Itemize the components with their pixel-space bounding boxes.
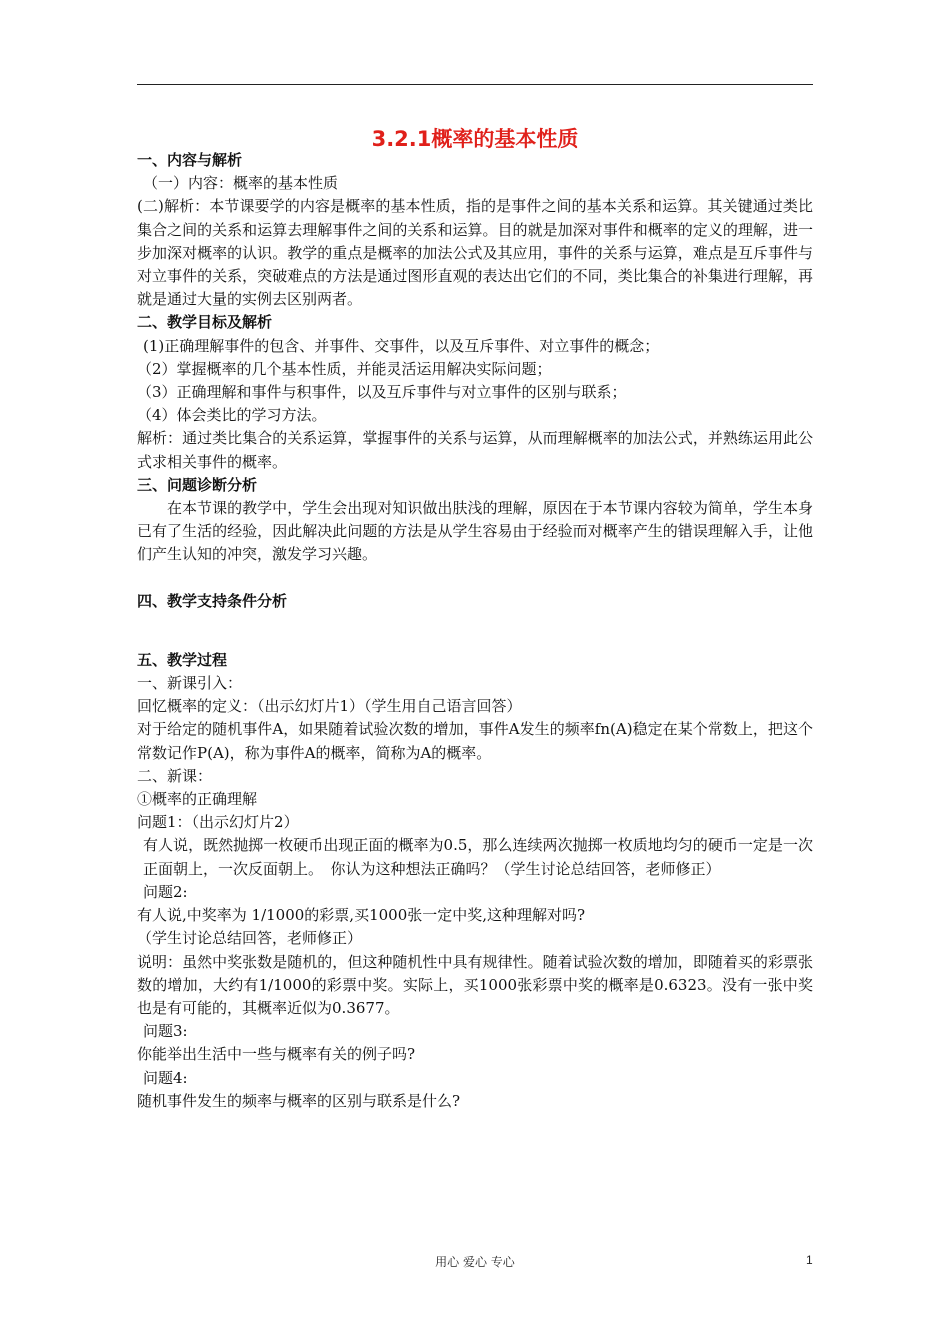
paragraph: 回忆概率的定义：（出示幻灯片1）（学生用自己语言回答）	[137, 697, 522, 716]
paragraph: 问题4:	[143, 1068, 188, 1087]
page-number: 1	[806, 1253, 813, 1267]
page-footer: 用心 爱心 专心	[435, 1255, 515, 1269]
list-item: （2）掌握概率的几个基本性质，并能灵活运用解决实际问题；	[137, 359, 552, 378]
section-heading-1: 一、内容与解析	[137, 151, 243, 169]
paragraph: ①概率的正确理解	[137, 790, 258, 809]
paragraph: (二)解析：本节课要学的内容是概率的基本性质，指的是事件之间的基本关系和运算。其关键通过类比集合之间的关系和运算去理解事件之间的关系和运算。目的就是加深对事件和概率的定义的理解，进一步加深对概率的认识。教学的重点是概率的加法公式及其应用，事件的关系与运算，难点是互斥事件与对立事件的关系，突破难点的方法是通过图形直观的表达出它们的不同，类比集合的补集进行理解，再就是通过大量的实例去区别两者。	[137, 197, 813, 309]
paragraph: 一、新课引入：	[137, 674, 243, 693]
section-heading-4: 四、教学支持条件分析	[137, 591, 288, 610]
paragraph: 有人说，既然抛掷一枚硬币出现正面的概率为0.5，那么连续两次抛掷一枚质地均匀的硬币一定是一次正面朝上，一次反面朝上。 你认为这种想法正确吗？（学生讨论总结回答，老师修正）	[143, 836, 813, 878]
section-heading-5: 五、教学过程	[137, 650, 228, 669]
paragraph: 问题3:	[143, 1022, 188, 1041]
paragraph: （一）内容：概率的基本性质	[143, 174, 339, 193]
section-heading-3: 三、问题诊断分析	[137, 475, 258, 494]
paragraph: 说明：虽然中奖张数是随机的，但这种随机性中具有规律性。随着试验次数的增加，即随着买的彩票张数的增加，大约有1/1000的彩票中奖。实际上，买1000张彩票中奖的概率是0.6323。没有一张中奖也是有可能的，其概率近似为0.3677。	[137, 952, 813, 1017]
list-item: （3）正确理解和事件与积事件，以及互斥事件与对立事件的区别与联系；	[137, 383, 627, 402]
section-heading-2: 二、教学目标及解析	[137, 313, 273, 332]
list-item: （4）体会类比的学习方法。	[137, 406, 327, 425]
paragraph: 解析：通过类比集合的关系运算，掌握事件的关系与运算，从而理解概率的加法公式，并熟练运用此公式求相关事件的概率。	[137, 429, 813, 471]
list-item: (1)正确理解事件的包含、并事件、交事件，以及互斥事件、对立事件的概念；	[143, 336, 660, 355]
paragraph: 问题1：（出示幻灯片2）	[137, 813, 299, 832]
paragraph: 二、新课：	[137, 766, 213, 785]
document-body	[137, 149, 813, 1113]
paragraph: 你能举出生活中一些与概率有关的例子吗?	[137, 1045, 416, 1064]
paragraph: （学生讨论总结回答，老师修正）	[137, 929, 363, 948]
paragraph: 对于给定的随机事件A，如果随着试验次数的增加，事件A发生的频率fn(A)稳定在某个常数上，把这个 常数记作P(A)，称为事件A的概率，简称为A的概率。	[137, 720, 813, 762]
paragraph: 有人说,中奖率为 1/1000的彩票,买1000张一定中奖,这种理解对吗?	[137, 906, 586, 925]
header-rule	[137, 84, 813, 85]
paragraph: 随机事件发生的频率与概率的区别与联系是什么?	[137, 1091, 461, 1110]
paragraph: 问题2:	[143, 882, 188, 901]
paragraph: 在本节课的教学中，学生会出现对知识做出肤浅的理解，原因在于本节课内容较为简单，学生本身已有了生活的经验，因此解决此问题的方法是从学生容易由于经验而对概率产生的错误理解入手，让他们产生认知的冲突，激发学习兴趣。	[137, 499, 813, 564]
page-title: 3.2.1概率的基本性质	[371, 127, 579, 151]
